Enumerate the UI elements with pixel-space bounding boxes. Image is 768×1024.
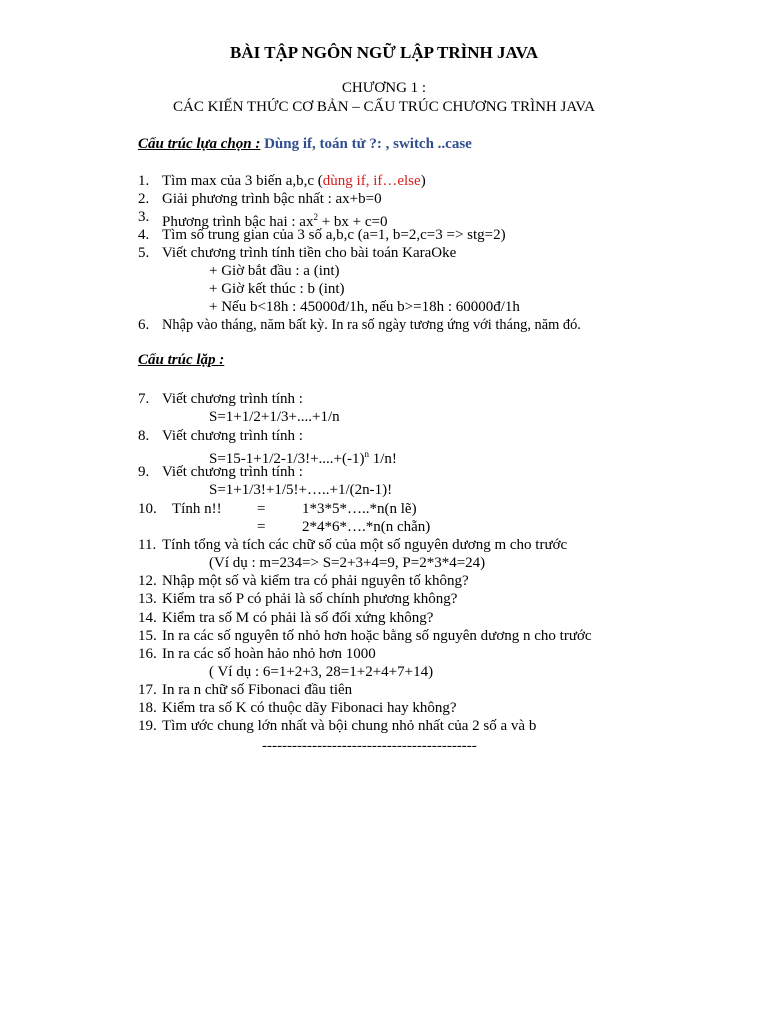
formula-text: $S=15-1+1/2-1/3!+....+(-1)^n$ 1/n! [209, 449, 397, 467]
formula-text: S=1+1/2+1/3+....+1/n [209, 409, 340, 425]
item-text: Giải phương trình bậc nhất : ax+b=0 [162, 191, 382, 207]
item-text: + Giờ bắt đầu : a (int) [209, 263, 340, 279]
item-text: Kiểm tra số M có phải là số đối xứng không? [162, 610, 434, 626]
item-number: 6. [138, 317, 150, 333]
example-text: ( Ví dụ : 6=1+2+3, 28=1+2+4+7+14) [209, 664, 434, 680]
formula-text: 2*4*6*….*n(n chẵn) [302, 519, 431, 535]
item-number: 4. [138, 227, 150, 243]
item-number: 3. [138, 209, 150, 225]
section-selection-desc: Dùng if, toán tử ?: , switch ..case [260, 136, 472, 152]
item-text: Nhập một số và kiểm tra có phải nguyên tố không? [162, 573, 469, 589]
item-text: In ra n chữ số Fibonaci đầu tiên [162, 682, 353, 698]
item-number: 15. [138, 628, 157, 644]
item-text: Tính n!! [172, 501, 222, 517]
equals-sign: = [257, 501, 266, 517]
item-text: Tìm số trung gian của 3 số a,b,c (a=1, b=2,c=3 => stg=2) [162, 227, 506, 243]
item-number: 14. [138, 610, 157, 626]
item-text: Kiểm tra số P có phải là số chính phương không? [162, 591, 458, 607]
item-number: 2. [138, 191, 150, 207]
dashed-rule: ------------------------------------------- [262, 738, 477, 754]
document-title: BÀI TẬP NGÔN NGỮ LẬP TRÌNH JAVA [230, 43, 538, 62]
item-number: 19. [138, 718, 157, 734]
item-text: Tìm max của 3 biến a,b,c (dùng if, if…else) [162, 173, 426, 189]
item-number: 11. [138, 537, 157, 553]
item-text: Viết chương trình tính : [162, 391, 303, 407]
equals-sign: = [257, 519, 266, 535]
item-number: 18. [138, 700, 157, 716]
item-text: Viết chương trình tính : [162, 428, 303, 444]
item-number: 12. [138, 573, 157, 589]
item-number: 1. [138, 173, 150, 189]
section-loop-label: Cấu trúc lặp : [138, 352, 225, 368]
item-text: Viết chương trình tính tiền cho bài toán KaraOke [162, 245, 457, 261]
item-text: Viết chương trình tính : [162, 464, 303, 480]
item-text: Nhập vào tháng, năm bất kỳ. In ra số ngày tương ứng với tháng, năm đó. [162, 317, 581, 333]
item-text: In ra các số nguyên tố nhỏ hơn hoặc bằng số nguyên dương n cho trước [162, 628, 592, 644]
item-text: Phương trình bậc hai : $ax^2$ + bx + c=0 [162, 212, 388, 230]
item-text: Tính tổng và tích các chữ số của một số nguyên dương m cho trước [162, 537, 568, 553]
item-number: 9. [138, 464, 150, 480]
item-number: 13. [138, 591, 157, 607]
item-number: 5. [138, 245, 150, 261]
section-selection-label: Cấu trúc lựa chọn : [138, 136, 261, 152]
item-text: Tìm ước chung lớn nhất và bội chung nhỏ nhất của 2 số a và b [162, 718, 537, 734]
item-number: 7. [138, 391, 150, 407]
item-text: + Giờ kết thúc : b (int) [209, 281, 345, 297]
item-text: + Nếu b<18h : 45000đ/1h, nếu b>=18h : 60000đ/1h [209, 299, 520, 315]
section-loop-heading [138, 352, 224, 369]
item-text: Kiểm tra số K có thuộc dãy Fibonaci hay không? [162, 700, 457, 716]
formula-text: S=1+1/3!+1/5!+…..+1/(2n-1)! [209, 482, 393, 498]
section-selection-heading [138, 136, 472, 153]
chapter-label: CHƯƠNG 1 : [341, 80, 427, 96]
red-highlight: dùng if, if…else [322, 173, 421, 189]
chapter-subtitle: CÁC KIẾN THỨC CƠ BẢN – CẤU TRÚC CHƯƠNG TRÌNH JAVA [173, 99, 595, 115]
item-number: 17. [138, 682, 157, 698]
item-text: In ra các số hoàn hảo nhỏ hơn 1000 [162, 646, 376, 662]
formula-text: 1*3*5*…..*n(n lẽ) [302, 501, 417, 517]
item-number: 16. [138, 646, 157, 662]
example-text: (Ví dụ : m=234=> S=2+3+4=9, P=2*3*4=24) [209, 555, 486, 571]
item-number: 10. [138, 501, 157, 517]
item-number: 8. [138, 428, 150, 444]
